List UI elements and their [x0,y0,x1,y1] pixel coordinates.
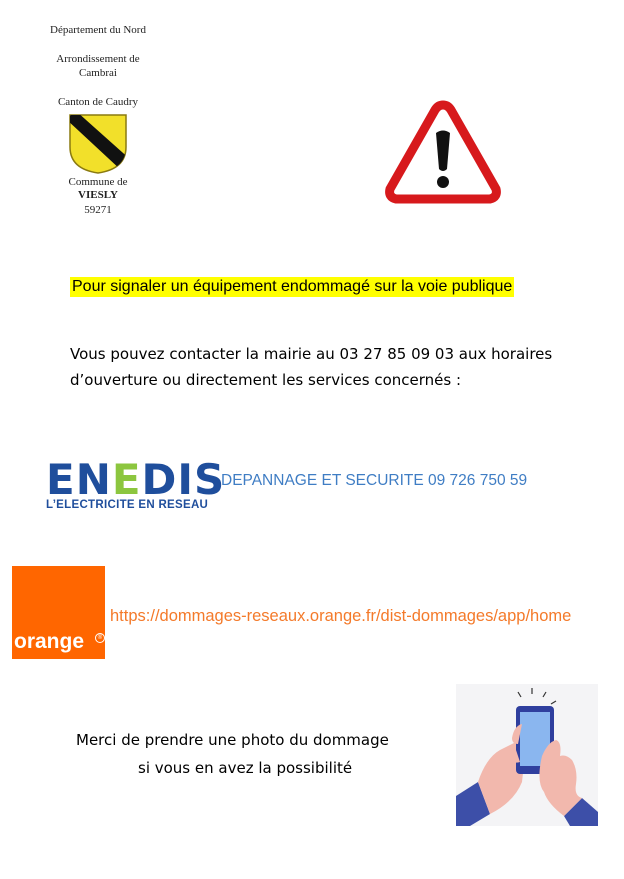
page-title: Pour signaler un équipement endommagé sur la voie publique [72,278,513,295]
enedis-tagline: L’ELECTRICITE EN RESEAU [46,499,209,511]
orange-logo-text: orange [14,630,85,653]
department-label: Département du Nord [50,24,146,36]
enedis-contact: DEPANNAGE ET SECURITE 09 726 750 59 [221,472,528,489]
registered-mark-icon: ® [95,633,105,643]
intro-line-1: Vous pouvez contacter la mairie au 03 27 85 09 03 aux horaires [70,345,553,363]
footer-line-2: si vous en avez la possibilité [138,759,353,777]
orange-damage-link[interactable]: https://dommages-reseaux.orange.fr/dist-dommages/app/home [110,607,572,625]
arrondissement-label-line2: Cambrai [79,67,117,79]
warning-triangle-icon [384,97,502,205]
commune-label: Commune de [68,176,128,188]
intro-line-2: d’ouverture ou directement les services concernés : [70,371,462,389]
canton-label: Canton de Caudry [57,96,139,108]
coat-of-arms-icon [68,113,128,175]
enedis-logo: ENEDIS [46,455,226,504]
postal-code: 59271 [84,204,112,216]
hand-holding-smartphone-icon [456,684,598,826]
arrondissement-label-line1: Arrondissement de [56,53,140,65]
commune-name: VIESLY [78,189,118,201]
footer-line-1: Merci de prendre une photo du dommage [76,731,389,749]
